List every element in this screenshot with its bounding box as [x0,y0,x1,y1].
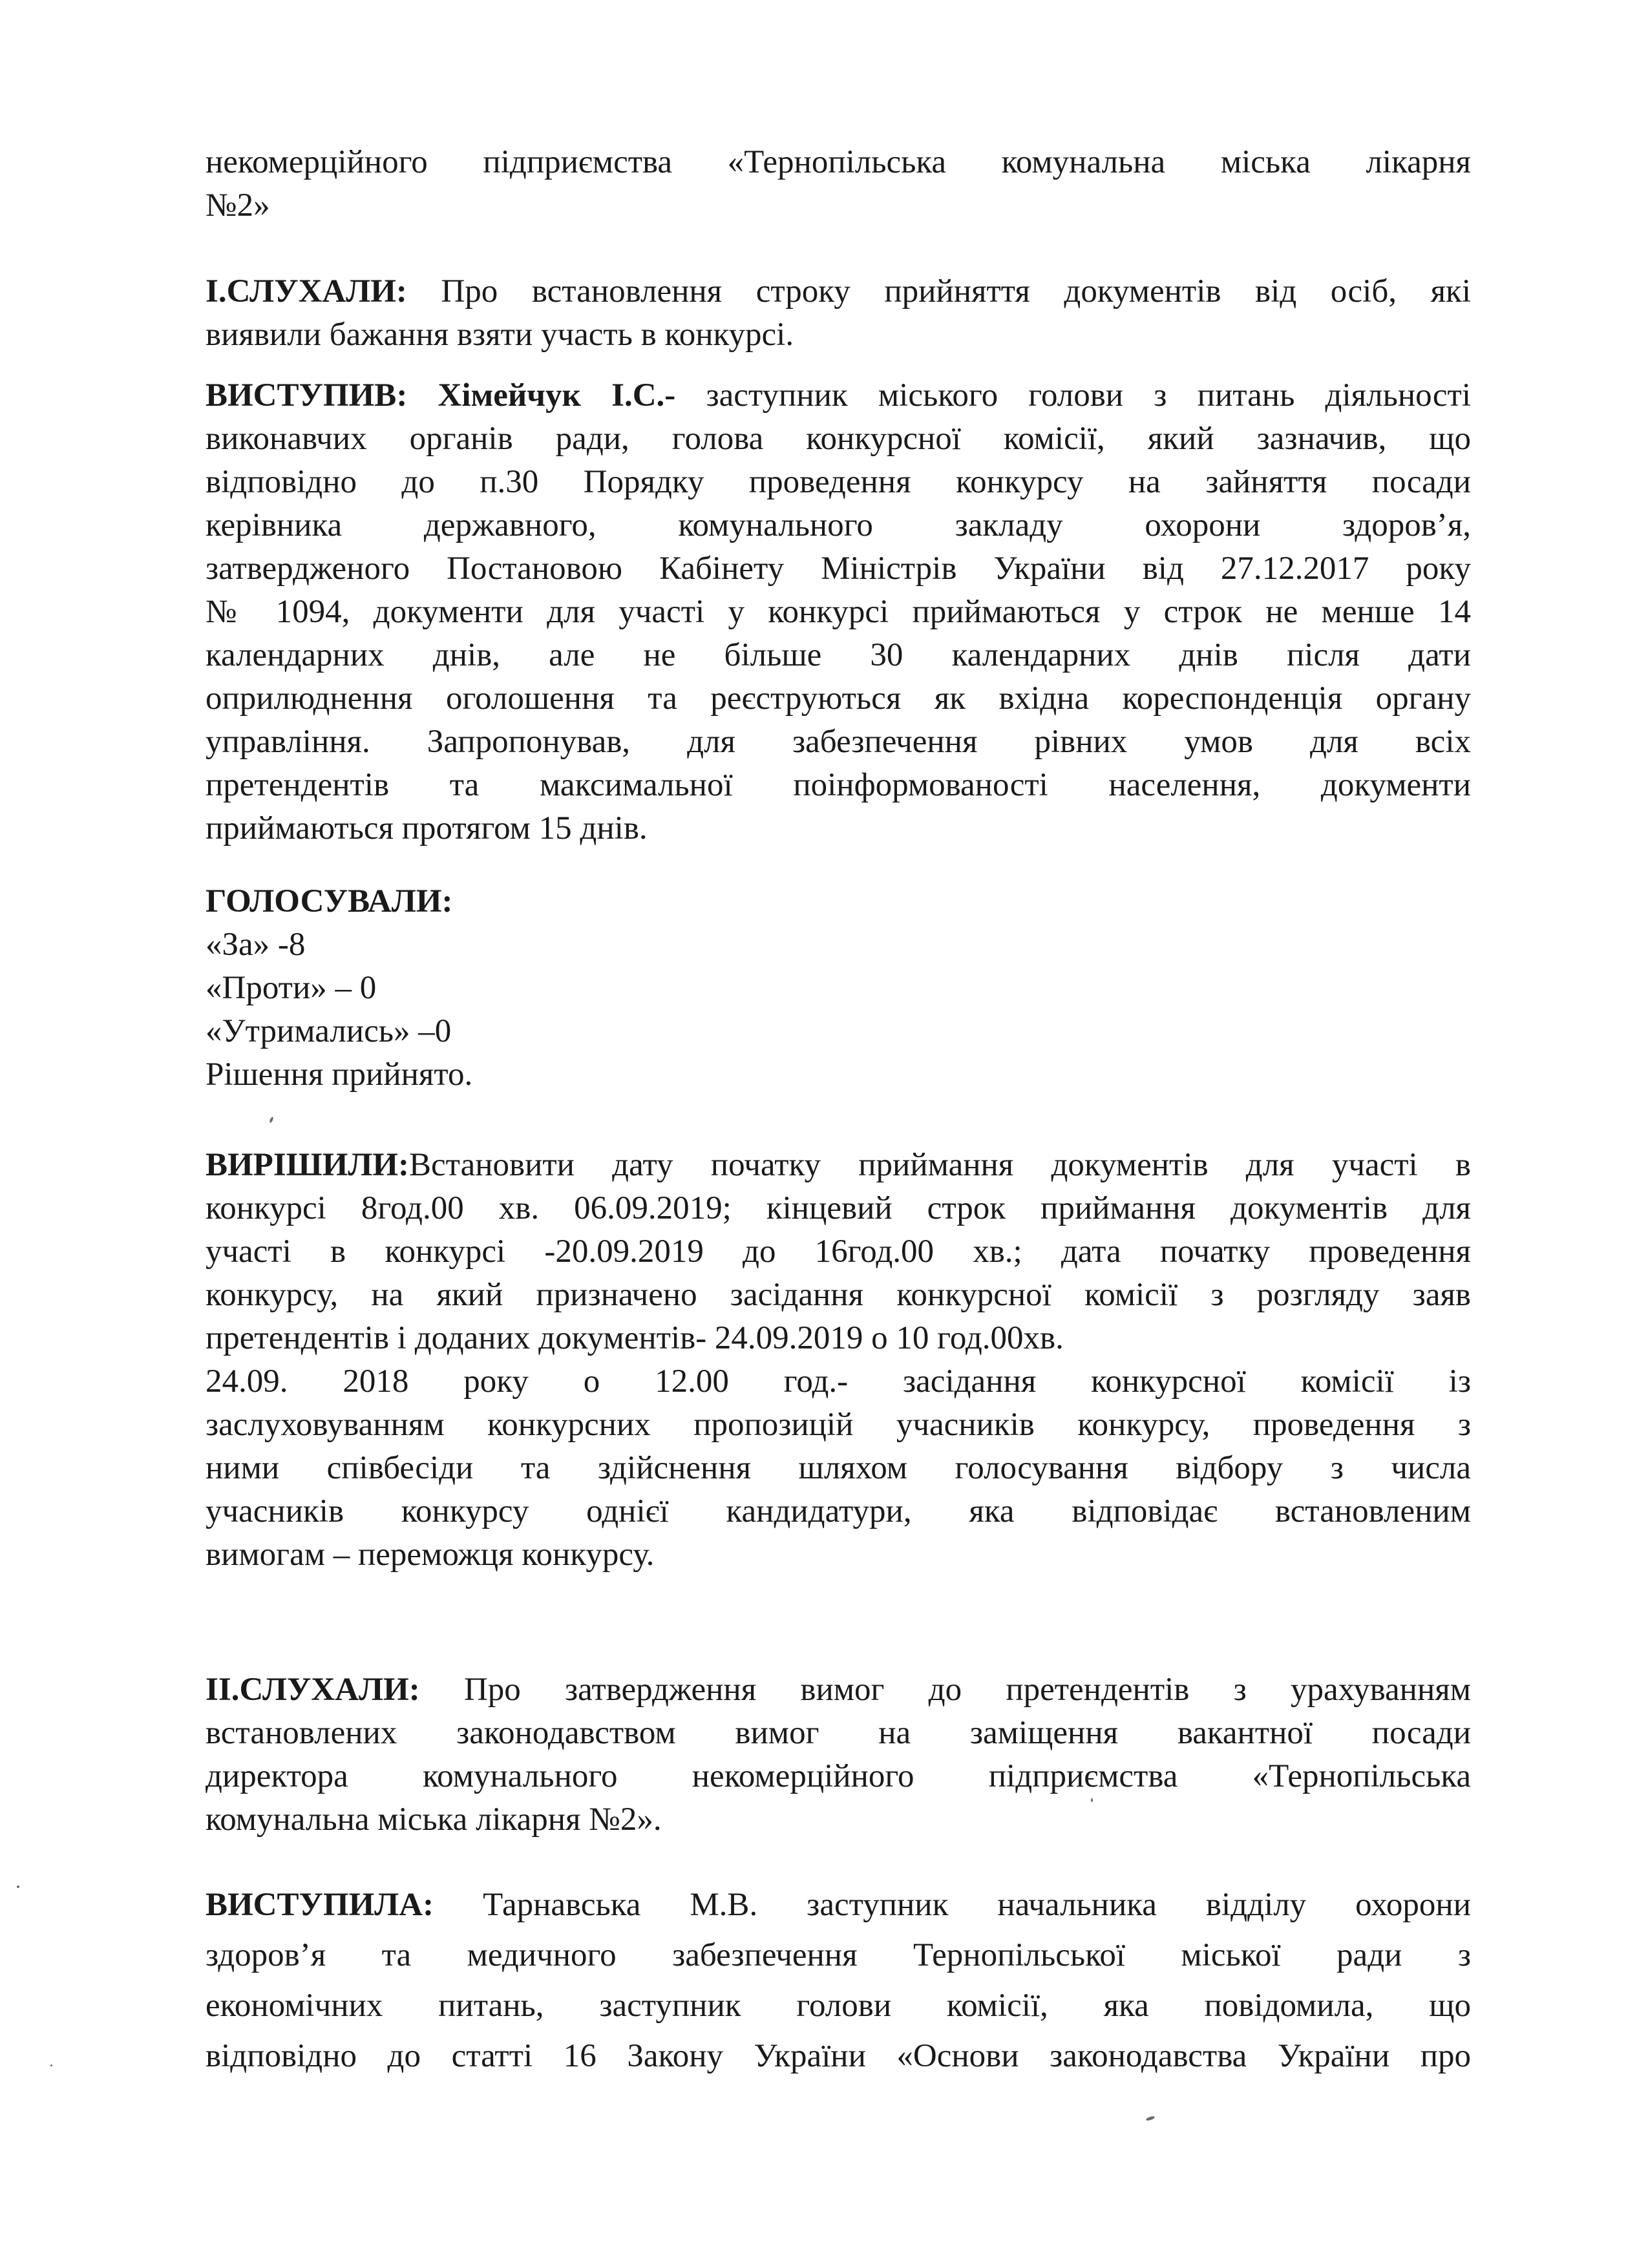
text-line: календарних днів, але не більше 30 календарних днів після дати [206,637,1471,673]
vote-for: «За» -8 [206,927,306,963]
text-line: здоров’я та медичного забезпечення Тернопільської міської ради з [206,1937,1471,1973]
section1-heard-paragraph [206,270,1471,357]
intro-paragraph [206,141,1471,227]
text-line: №2» [206,187,270,224]
section1-spoke-paragraph [206,374,1471,850]
text-line: заслуховуванням конкурсних пропозицій учасників конкурсу, проведення з [206,1407,1471,1443]
text-line: відповідно до п.30 Порядку проведення конкурсу на зайняття посади [206,464,1471,500]
heard-label: І.СЛУХАЛИ: [206,273,407,310]
scan-speck [269,1117,274,1124]
text-line: відповідно до статті 16 Закону України «Основи законодавства України про [206,2038,1471,2074]
text-line: участі в конкурсі -20.09.2019 до 16год.00 хв.; дата початку проведення [206,1234,1471,1270]
heard-text: Про затвердження вимог до претендентів з урахуванням [419,1672,1471,1708]
text-line: затвердженого Постановою Кабінету Міністрів України від 27.12.2017 року [206,551,1471,587]
text-line: управління. Запропонував, для забезпечення рівних умов для всіх [206,724,1471,760]
voted-label: ГОЛОСУВАЛИ: [206,883,453,919]
text-line [206,270,1471,313]
text-line: оприлюднення оголошення та реєструються як вхідна кореспонденція органу [206,680,1471,717]
section1-votes [206,880,1471,1097]
scan-speck [50,2064,52,2066]
scan-speck [1091,1798,1093,1802]
speaker-text: заступник міського голови з питань діяльності [675,377,1471,414]
text-line: комунальна міська лікарня №2». [206,1801,662,1838]
vote-abstained: «Утримались» –0 [206,1013,452,1049]
heard-label: ІІ.СЛУХАЛИ: [206,1672,420,1708]
text-line [206,374,1471,417]
text-line: претендентів і доданих документів- 24.09.2019 о 10 год.00хв. [206,1320,1064,1356]
scan-speck [17,1885,19,1888]
text-line: економічних питань, заступник голови комісії, яка повідомила, що [206,1988,1471,2024]
text-line: приймаються протягом 15 днів. [206,810,648,846]
text-line: виявили бажання взяти участь в конкурсі. [206,317,794,353]
text-line: конкурсі 8год.00 хв. 06.09.2019; кінцевий строк приймання документів для [206,1190,1471,1226]
text-line: учасників конкурсу однієї кандидатури, яка відповідає встановленим [206,1493,1471,1529]
text-line: ними співбесіди та здійснення шляхом голосування відбору з числа [206,1450,1471,1486]
decided-label: ВИРІШИЛИ: [206,1147,410,1183]
text-line: претендентів та максимальної поінформованості населення, документи [206,767,1471,803]
text-line: вимогам – переможця конкурсу. [206,1537,655,1573]
text-line [206,1144,1471,1187]
vote-against: «Проти» – 0 [206,970,377,1006]
text-line: конкурсу, на який призначено засідання конкурсної комісії з розгляду заяв [206,1277,1471,1313]
text-line [206,1880,1471,1930]
section2-spoke-paragraph [206,1880,1471,2081]
text-line: виконавчих органів ради, голова конкурсної комісії, який зазначив, що [206,421,1471,457]
speaker-label: ВИСТУПИВ: Хімейчук І.С.- [206,377,676,414]
decided-text: Встановити дату початку приймання документів для участі в [409,1147,1471,1183]
text-line: директора комунального некомерційного підприємства «Тернопільська [206,1758,1471,1794]
heard-text: Про встановлення строку прийняття документів від осіб, які [407,273,1471,310]
text-line: некомерційного підприємства «Тернопільська комунальна міська лікарня [206,144,1471,180]
text-line: № 1094, документи для участі у конкурсі приймаються у строк не менше 14 [206,594,1471,630]
section1-decided-paragraph [206,1144,1471,1577]
speaker-text: Тарнавська М.В. заступник начальника відділу охорони [434,1887,1471,1923]
scan-speck [1146,2116,1156,2121]
text-line [206,1668,1471,1712]
speaker-label: ВИСТУПИЛА: [206,1887,434,1923]
text-line: 24.09. 2018 року о 12.00 год.- засідання конкурсної комісії із [206,1363,1471,1400]
text-line: керівника державного, комунального закладу охорони здоров’я, [206,507,1471,543]
decision-adopted: Рішення прийнято. [206,1056,473,1093]
text-line: встановлених законодавством вимог на заміщення вакантної посади [206,1715,1471,1751]
section2-heard-paragraph [206,1668,1471,1842]
